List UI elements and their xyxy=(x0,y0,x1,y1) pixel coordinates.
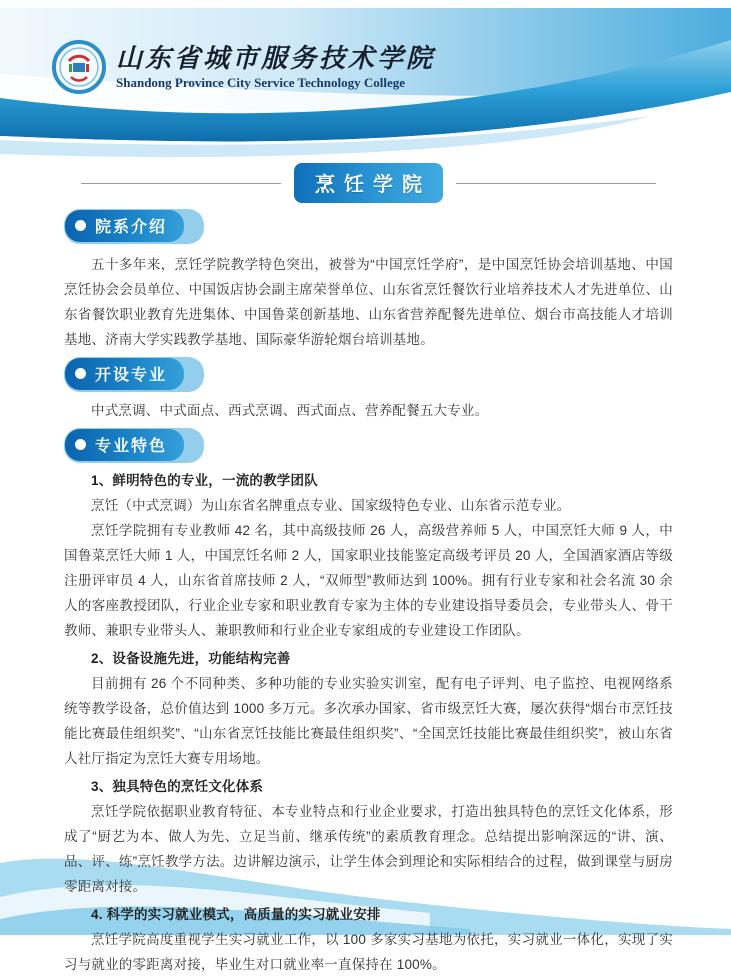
page-title: 烹饪学院 xyxy=(294,163,443,203)
section-header-features-pill xyxy=(65,429,184,461)
college-name-block xyxy=(116,44,435,91)
majors-paragraph: 中式烹调、中式面点、西式烹调、西式面点、营养配餐五大专业。 xyxy=(91,403,489,418)
section-header-majors-label: 开设专业 xyxy=(95,367,168,384)
feature-paragraph: 烹饪学院依据职业教育特征、本专业特点和行业企业要求，打造出独具特色的烹饪文化体系，形成了“厨艺为本、做人为先、立足当前、继承传统”的素质教育理念。总结提出影响深远的“讲、演、品、评、练”烹饪教学方法。边讲解边演示，让学生体会到理论和实际相结合的过程，做到课堂与厨房零距离对接。 xyxy=(64,804,673,894)
feature-heading: 4. 科学的实习就业模式，高质量的实习就业安排 xyxy=(91,907,381,922)
bullet-dot-icon xyxy=(75,368,86,379)
section-header-majors-pill xyxy=(65,358,184,390)
feature-heading: 2、设备设施先进，功能结构完善 xyxy=(91,651,291,666)
feature-item-4 xyxy=(64,902,673,977)
section-features xyxy=(64,428,673,977)
section-intro xyxy=(64,209,673,352)
feature-item-1 xyxy=(64,468,673,643)
feature-paragraph: 烹饪学院拥有专业教师 42 名，其中高级技师 26 人，高级营养师 5 人，中国烹饪大师 9 人，中国鲁菜烹饪大师 1 人，中国烹饪名师 2 人，国家职业技能鉴定高级考评员 20 人，全国酒家酒店等级注册评审员 4 人，山东省首席技师 2 人，“双师型”教师达到 100%。拥有行业专家和社会名流 30 余人的客座教授团队，行业企业专家和职业教育专家为主体的专业建设指导委员会，专业带头人、骨干教师、兼职专业带头人、兼职教师和行业企业专家组成的专业建设工作团队。 xyxy=(64,523,673,638)
feature-item-3 xyxy=(64,774,673,899)
feature-item-2 xyxy=(64,646,673,771)
feature-paragraph: 烹饪（中式烹调）为山东省名牌重点专业、国家级特色专业、山东省示范专业。 xyxy=(91,498,571,513)
feature-heading: 1、鲜明特色的专业，一流的教学团队 xyxy=(91,473,318,488)
bullet-dot-icon xyxy=(75,439,86,450)
section-header-features-label: 专业特色 xyxy=(95,438,168,455)
college-brand xyxy=(52,40,435,94)
feature-paragraph: 目前拥有 26 个不同种类、多种功能的专业实验实训室，配有电子评判、电子监控、电视网络系统等教学设备，总价值达到 1000 多万元。多次承办国家、省市级烹饪大赛，屡次获得“烟台市烹饪技能比赛最佳组织奖”、“山东省烹饪技能比赛最佳组织奖”、“全国烹饪技能比赛最佳组织奖”，被山东省人社厅指定为烹饪大赛专用场地。 xyxy=(64,676,673,766)
banner-line-left xyxy=(81,183,281,184)
page-title-row xyxy=(64,166,673,200)
page-content xyxy=(0,158,731,977)
feature-heading: 3、独具特色的烹饪文化体系 xyxy=(91,779,264,794)
college-name-zh: 山东省城市服务技术学院 xyxy=(116,43,436,74)
college-name-en: Shandong Province City Service Technology College xyxy=(116,74,406,90)
section-majors xyxy=(64,357,673,423)
feature-paragraph: 烹饪学院高度重视学生实习就业工作，以 100 多家实习基地为依托，实习就业一体化，实现了实习与就业的零距离对接，毕业生对口就业率一直保持在 100%。 xyxy=(64,932,673,972)
intro-paragraph: 五十多年来，烹饪学院教学特色突出，被誉为“中国烹饪学府”，是中国烹饪协会培训基地、中国烹饪协会会员单位、中国饭店协会副主席荣誉单位、山东省烹饪餐饮行业培养技术人才先进单位、山东省餐饮职业教育先进集体、中国鲁菜创新基地、山东省营养配餐先进单位、烟台市高技能人才培训基地、济南大学实践教学基地、国际豪华游轮烟台培训基地。 xyxy=(64,257,673,347)
section-header-intro xyxy=(64,209,204,244)
section-header-majors xyxy=(64,357,204,392)
banner-line-right xyxy=(456,183,656,184)
section-header-features xyxy=(64,428,204,463)
college-logo-icon xyxy=(52,40,106,94)
bullet-dot-icon xyxy=(75,220,86,231)
section-header-intro-label: 院系介绍 xyxy=(95,219,168,236)
section-header-intro-pill xyxy=(65,210,184,242)
